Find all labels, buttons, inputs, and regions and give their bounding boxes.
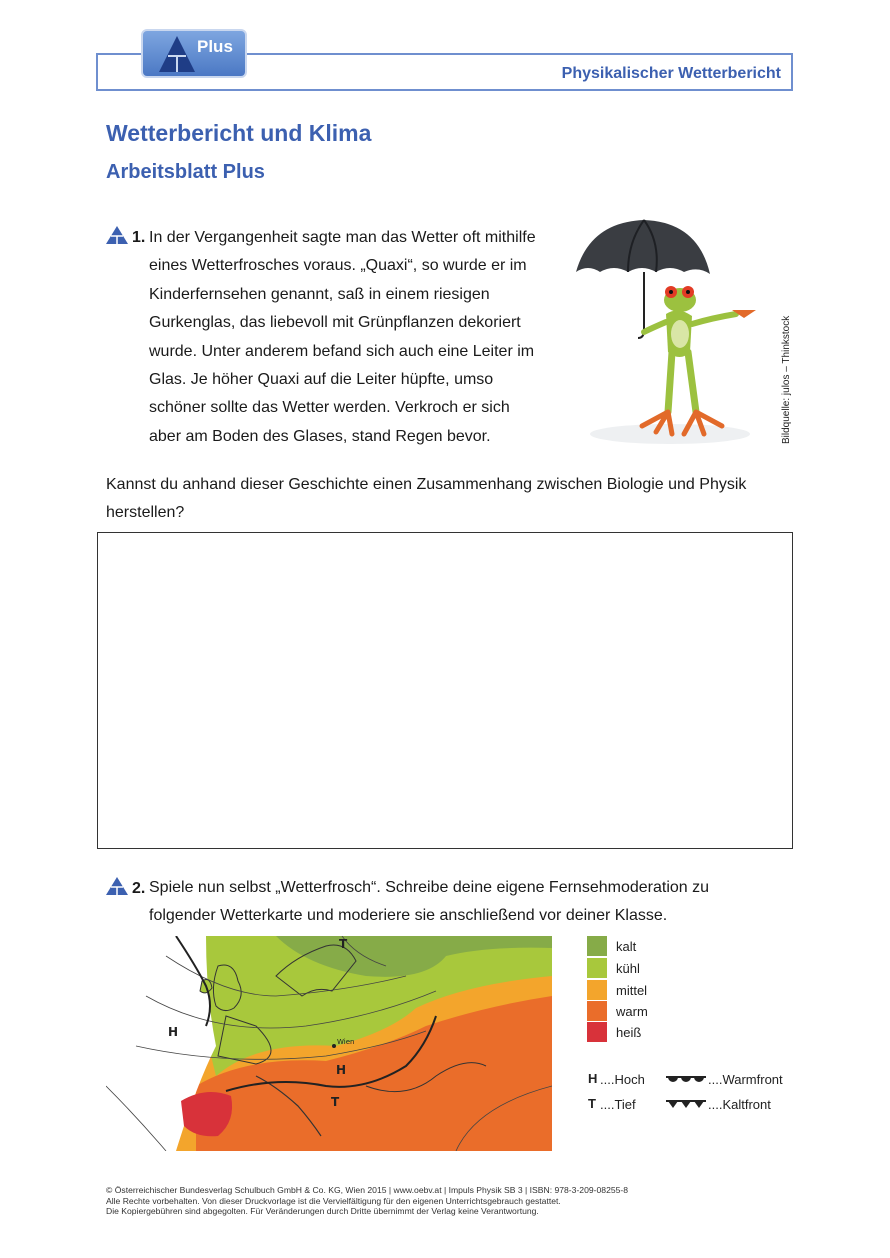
legend-label: mittel [616, 983, 648, 998]
map-low-north: T [339, 937, 348, 951]
footer [106, 1185, 628, 1217]
task1-line: schöner sollte das Wetter werden. Verkroch er sich [149, 399, 510, 417]
legend-label: kalt [616, 939, 637, 954]
legend-label: warm [616, 1004, 648, 1019]
legend-high-label: ....Hoch [600, 1072, 645, 1087]
task2-line: folgender Wetterkarte und moderiere sie anschließend vor deiner Klasse. [149, 907, 668, 925]
task1-line: Kinderfernsehen genannt, saß in einem riesigen [149, 285, 490, 303]
task-triangle-icon [106, 226, 128, 244]
legend-swatch-warm [587, 1001, 607, 1021]
map-city-dot [332, 1044, 336, 1048]
question-line: Kannst du anhand dieser Geschichte einen Zusammenhang zwischen Biologie und Physik [106, 476, 747, 493]
legend-swatch-mittel [587, 980, 607, 1000]
legend-swatch-kalt [587, 936, 607, 956]
legend-label: heiß [616, 1025, 642, 1040]
footer-line: Alle Rechte vorbehalten. Von dieser Druckvorlage ist die Vervielfältigung für den eigenen Unterrichtsgebrauch gestattet. [106, 1195, 561, 1206]
task2-text [149, 874, 709, 931]
task2-line: Spiele nun selbst „Wetterfrosch“. Schreibe deine eigene Fernsehmoderation zu [149, 879, 710, 896]
map-high-west: H [168, 1025, 179, 1039]
plus-logo [141, 29, 247, 78]
cold-front-icon [666, 1098, 706, 1110]
task1-line: Glas. Je höher Quaxi auf die Leiter hüpfte, umso [149, 371, 494, 389]
triangle-logo-icon [157, 34, 197, 74]
footer-line: © Österreichischer Bundesverlag Schulbuch GmbH & Co. KG, Wien 2015 | www.oebv.at | Impuls Physik SB 3 | ISBN: 978-3-209-08255-8 [106, 1185, 629, 1195]
answer-box[interactable] [97, 532, 793, 849]
task1-text [149, 224, 536, 451]
map-high-central: H [336, 1063, 347, 1077]
footer-line: Die Kopiergebühren sind abgegolten. Für Veränderungen durch Dritte übernimmt der Verlag keine Verantwortung. [106, 1206, 539, 1216]
map-city-label: Wien [337, 1038, 355, 1046]
logo-label: Plus [197, 37, 233, 56]
task-triangle-icon [106, 877, 128, 895]
header-title: Physikalischer Wetterbericht [561, 65, 781, 82]
legend-label: kühl [616, 961, 640, 976]
task1-line: aber am Boden des Glases, stand Regen bevor. [149, 427, 491, 445]
task1-line: wurde. Unter anderem befand sich auch eine Leiter im [149, 342, 535, 360]
task2-number: 2. [132, 880, 146, 897]
legend-warmfront-label: ....Warmfront [708, 1072, 783, 1087]
task1-number: 1. [132, 229, 146, 246]
task1-line: In der Vergangenheit sagte man das Wetter oft mithilfe [149, 229, 536, 246]
warm-front-icon [666, 1074, 706, 1086]
task1-line: eines Wetterfrosches voraus. „Quaxi“, so wurde er im [149, 257, 527, 275]
legend-low-symbol: T [588, 1096, 596, 1111]
question-line: herstellen? [106, 504, 185, 522]
page-title: Wetterbericht und Klima [106, 120, 372, 146]
task1-line: Gurkenglas, das liebevoll mit Grünpflanzen dekoriert [149, 314, 521, 332]
legend-coldfront-label: ....Kaltfront [708, 1097, 771, 1112]
legend-high-symbol: H [588, 1071, 598, 1086]
legend-swatch-kuehl [587, 958, 607, 978]
frog-umbrella-illustration [570, 212, 770, 447]
legend-low-label: ....Tief [600, 1097, 636, 1112]
page-subtitle: Arbeitsblatt Plus [106, 161, 265, 183]
image-credit: Bildquelle: julos – Thinkstock [781, 315, 792, 444]
weather-map [106, 936, 552, 1151]
task1-question [106, 471, 746, 528]
legend-swatch-heiss [587, 1022, 607, 1042]
map-low-south: T [331, 1095, 340, 1109]
